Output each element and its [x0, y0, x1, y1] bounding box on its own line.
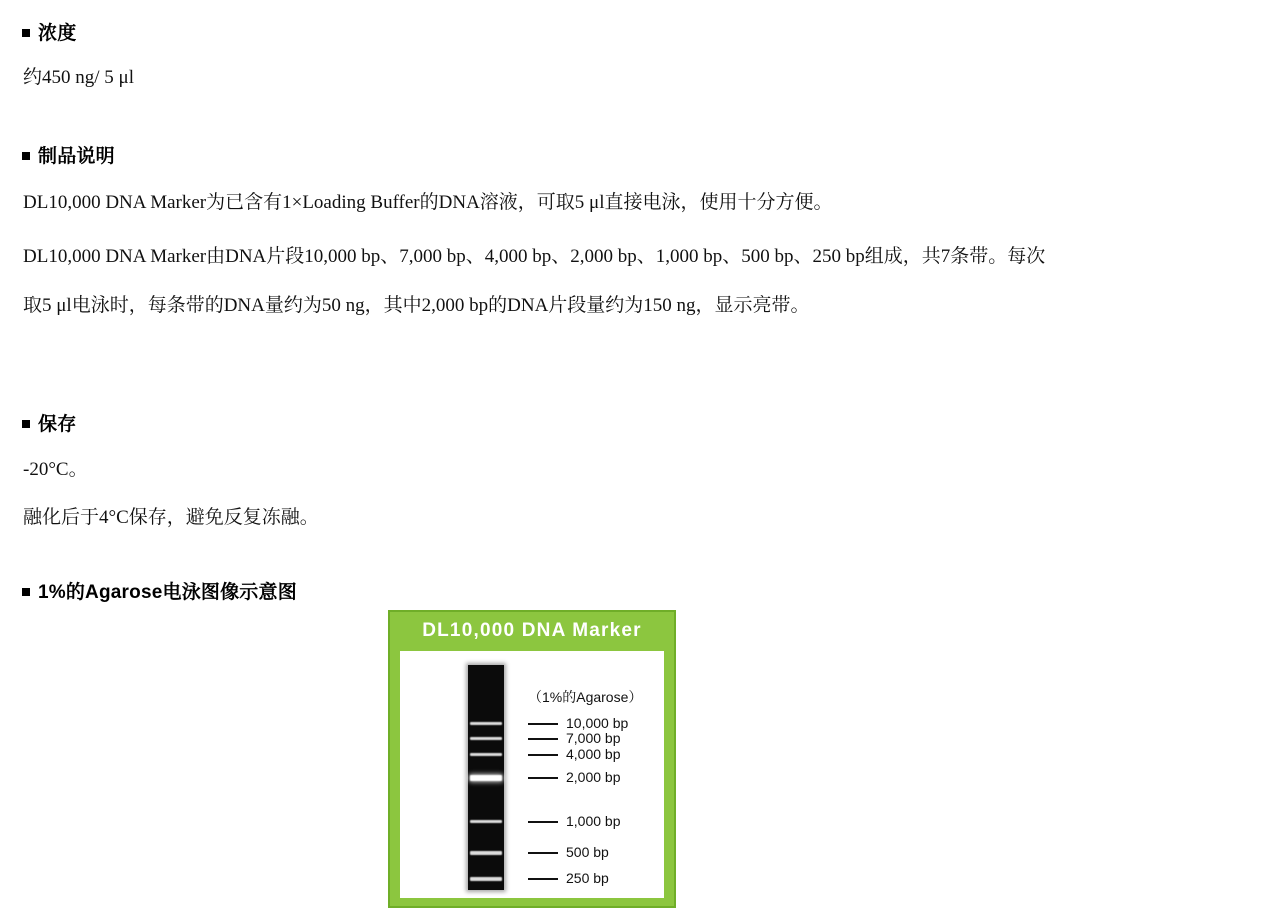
gel-band	[470, 775, 502, 781]
band-label: 500 bp	[566, 844, 609, 860]
band-tick	[528, 852, 558, 854]
band-label: 250 bp	[566, 870, 609, 886]
agarose-note: （1%的Agarose）	[528, 689, 643, 705]
heading-gel-image	[22, 577, 297, 604]
band-tick	[528, 723, 558, 725]
heading-concentration-label: 浓度	[38, 23, 77, 44]
band-tick	[528, 777, 558, 779]
gel-lane	[468, 665, 504, 890]
gel-band	[470, 737, 502, 740]
heading-description	[22, 141, 115, 168]
paragraph-description-2: DL10,000 DNA Marker由DNA片段10,000 bp、7,000 bp、4,000 bp、2,000 bp、1,000 bp、500 bp、250 bp组成，共7条带。每次取5 μl电泳时，每条带的DNA量约为50 ng，其中2,000 bp的DNA片段量约为150 ng，显示亮带。	[23, 246, 1046, 316]
figure-title: DL10,000 DNA Marker	[422, 620, 642, 641]
band-label: 1,000 bp	[566, 813, 621, 829]
gel-band	[470, 753, 502, 756]
heading-description-label: 制品说明	[38, 146, 115, 167]
band-tick	[528, 878, 558, 880]
figure-canvas	[400, 651, 664, 898]
square-bullet-icon	[22, 29, 30, 37]
paragraph-storage-2: 融化后于4°C保存，避免反复冻融。	[23, 507, 319, 528]
gel-band	[470, 820, 502, 823]
paragraph-description-1: DL10,000 DNA Marker为已含有1×Loading Buffer的DNA溶液，可取5 μl直接电泳，使用十分方便。	[23, 192, 833, 213]
square-bullet-icon	[22, 152, 30, 160]
band-tick	[528, 738, 558, 740]
band-label: 2,000 bp	[566, 769, 621, 785]
paragraph-storage-1: -20°C。	[23, 459, 88, 480]
heading-gel-image-label: 1%的Agarose电泳图像示意图	[38, 582, 297, 603]
gel-electrophoresis-figure	[388, 610, 676, 908]
heading-storage	[22, 409, 76, 436]
gel-band	[470, 851, 502, 855]
paragraph-concentration: 约450 ng/ 5 μl	[23, 67, 134, 88]
gel-band	[470, 877, 502, 881]
band-label: 4,000 bp	[566, 746, 621, 762]
heading-storage-label: 保存	[38, 414, 77, 435]
square-bullet-icon	[22, 420, 30, 428]
band-tick	[528, 754, 558, 756]
square-bullet-icon	[22, 588, 30, 596]
band-label: 10,000 bp	[566, 715, 629, 731]
band-label: 7,000 bp	[566, 730, 621, 746]
gel-band	[470, 722, 502, 725]
band-tick	[528, 821, 558, 823]
heading-concentration	[22, 18, 76, 45]
